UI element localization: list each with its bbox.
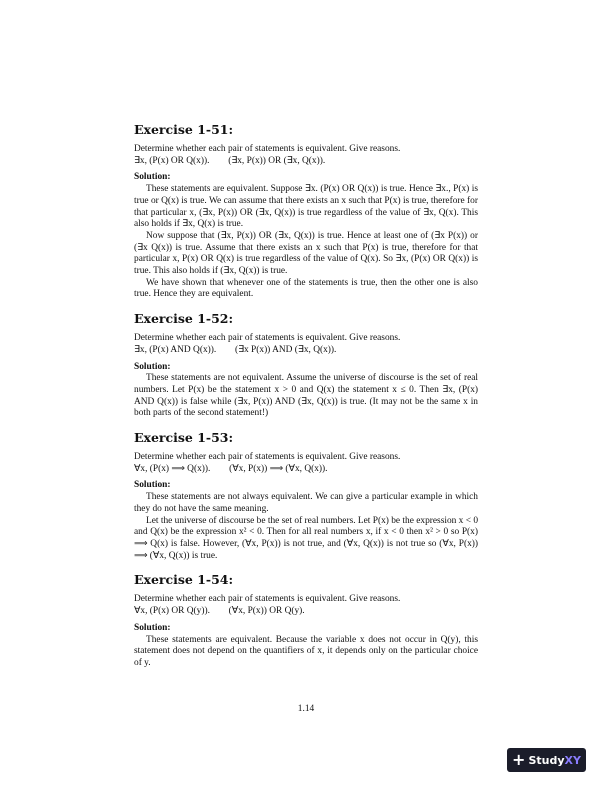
studyxy-logo-text	[528, 754, 581, 767]
solution-paragraph: These statements are equivalent. Because the variable x does not occur in Q(y), this statement does not depend on the quantifiers of x, it depends only on the particular choice of y.	[134, 634, 478, 668]
solution-paragraph: We have shown that whenever one of the statements is true, then the other one is also true. Hence they are equivalent.	[134, 277, 478, 300]
exercise-1-51	[134, 122, 478, 301]
exercise-title: Exercise 1-53:	[134, 430, 234, 446]
exercise-statement: ∃x, (P(x) OR Q(x)). (∃x, P(x)) OR (∃x, Q(x)).	[134, 155, 326, 166]
studyxy-badge[interactable]	[507, 748, 586, 772]
exercise-prompt: Determine whether each pair of statements is equivalent. Give reasons.	[134, 452, 401, 463]
solution-paragraph: Let the universe of discourse be the set of real numbers. Let P(x) be the expression x < 0 and Q(x) be the expression x² < 0. Then for all real numbers x, if x < 0 then x² > 0 so P(x) ⟹ Q(x) is false. However, (∀x, P(x)) is not true, and (∀x, Q(x)) is not true so (∀x, P(x)) ⟹ (∀x, Q(x)) is true.	[134, 515, 479, 561]
logo-xy: XY	[564, 753, 581, 767]
page-number: 1.14	[297, 704, 315, 714]
logo-study: Study	[528, 753, 565, 767]
solution-paragraph: These statements are not equivalent. Assume the universe of discourse is the set of real numbers. Let P(x) be the statement x > 0 and Q(x) the statement x ≤ 0. Then ∃x, (P(x) AND Q(x)) is false while (∃x, P(x)) AND (∃x, Q(x)) is true. (It may not be the same x in both parts of the second statement!)	[134, 373, 478, 419]
solution-paragraph: Now suppose that (∃x, P(x)) OR (∃x, Q(x)) is true. Hence at least one of (∃x P(x)) or (∃x Q(x)) is true. Assume that there exists an x such that P(x) is true, therefore for that particular x, P(x) OR Q(x) is true regardless of the value of Q(x). So ∃x, (P(x) OR Q(x)) is true. This also holds if (∃x, Q(x)) is true.	[134, 230, 478, 277]
exercise-title: Exercise 1-54:	[134, 572, 234, 588]
exercise-statement: ∀x, (P(x) OR Q(y)). (∀x, P(x)) OR Q(y).	[134, 606, 305, 617]
solution-label: Solution:	[134, 480, 171, 491]
exercise-prompt: Determine whether each pair of statements is equivalent. Give reasons.	[134, 333, 401, 344]
solution-label: Solution:	[134, 172, 171, 183]
exercise-statement: ∃x, (P(x) AND Q(x)). (∃x P(x)) AND (∃x, Q(x)).	[134, 344, 337, 355]
page-content	[134, 122, 478, 680]
solution-paragraph: These statements are equivalent. Suppose ∃x. (P(x) OR Q(x)) is true. Hence ∃x., P(x) is true or Q(x) is true. We can assume that there exists an x such that P(x) is true, therefore for that particular x, (∃x, P(x)) OR (∃x, Q(x)) is true regardless of the value of ∃x, Q(x). This also holds if ∃x, Q(x) is true.	[134, 184, 478, 230]
solution-label: Solution:	[134, 361, 171, 372]
exercise-title: Exercise 1-51:	[134, 122, 234, 137]
solution-label: Solution:	[134, 622, 171, 633]
exercise-prompt: Determine whether each pair of statements is equivalent. Give reasons.	[134, 594, 401, 605]
exercise-prompt: Determine whether each pair of statements is equivalent. Give reasons.	[134, 144, 401, 154]
exercise-statement: ∀x, (P(x) ⟹ Q(x)). (∀x, P(x)) ⟹ (∀x, Q(x)).	[134, 463, 328, 474]
exercise-1-52	[134, 311, 478, 420]
exercise-1-53	[134, 430, 478, 562]
exercise-1-54	[134, 572, 478, 669]
solution-paragraph: These statements are not always equivalent. We can give a particular example in which they do not have the same meaning.	[134, 492, 478, 514]
exercise-title: Exercise 1-52:	[134, 311, 234, 327]
plus-icon: +	[512, 750, 526, 769]
